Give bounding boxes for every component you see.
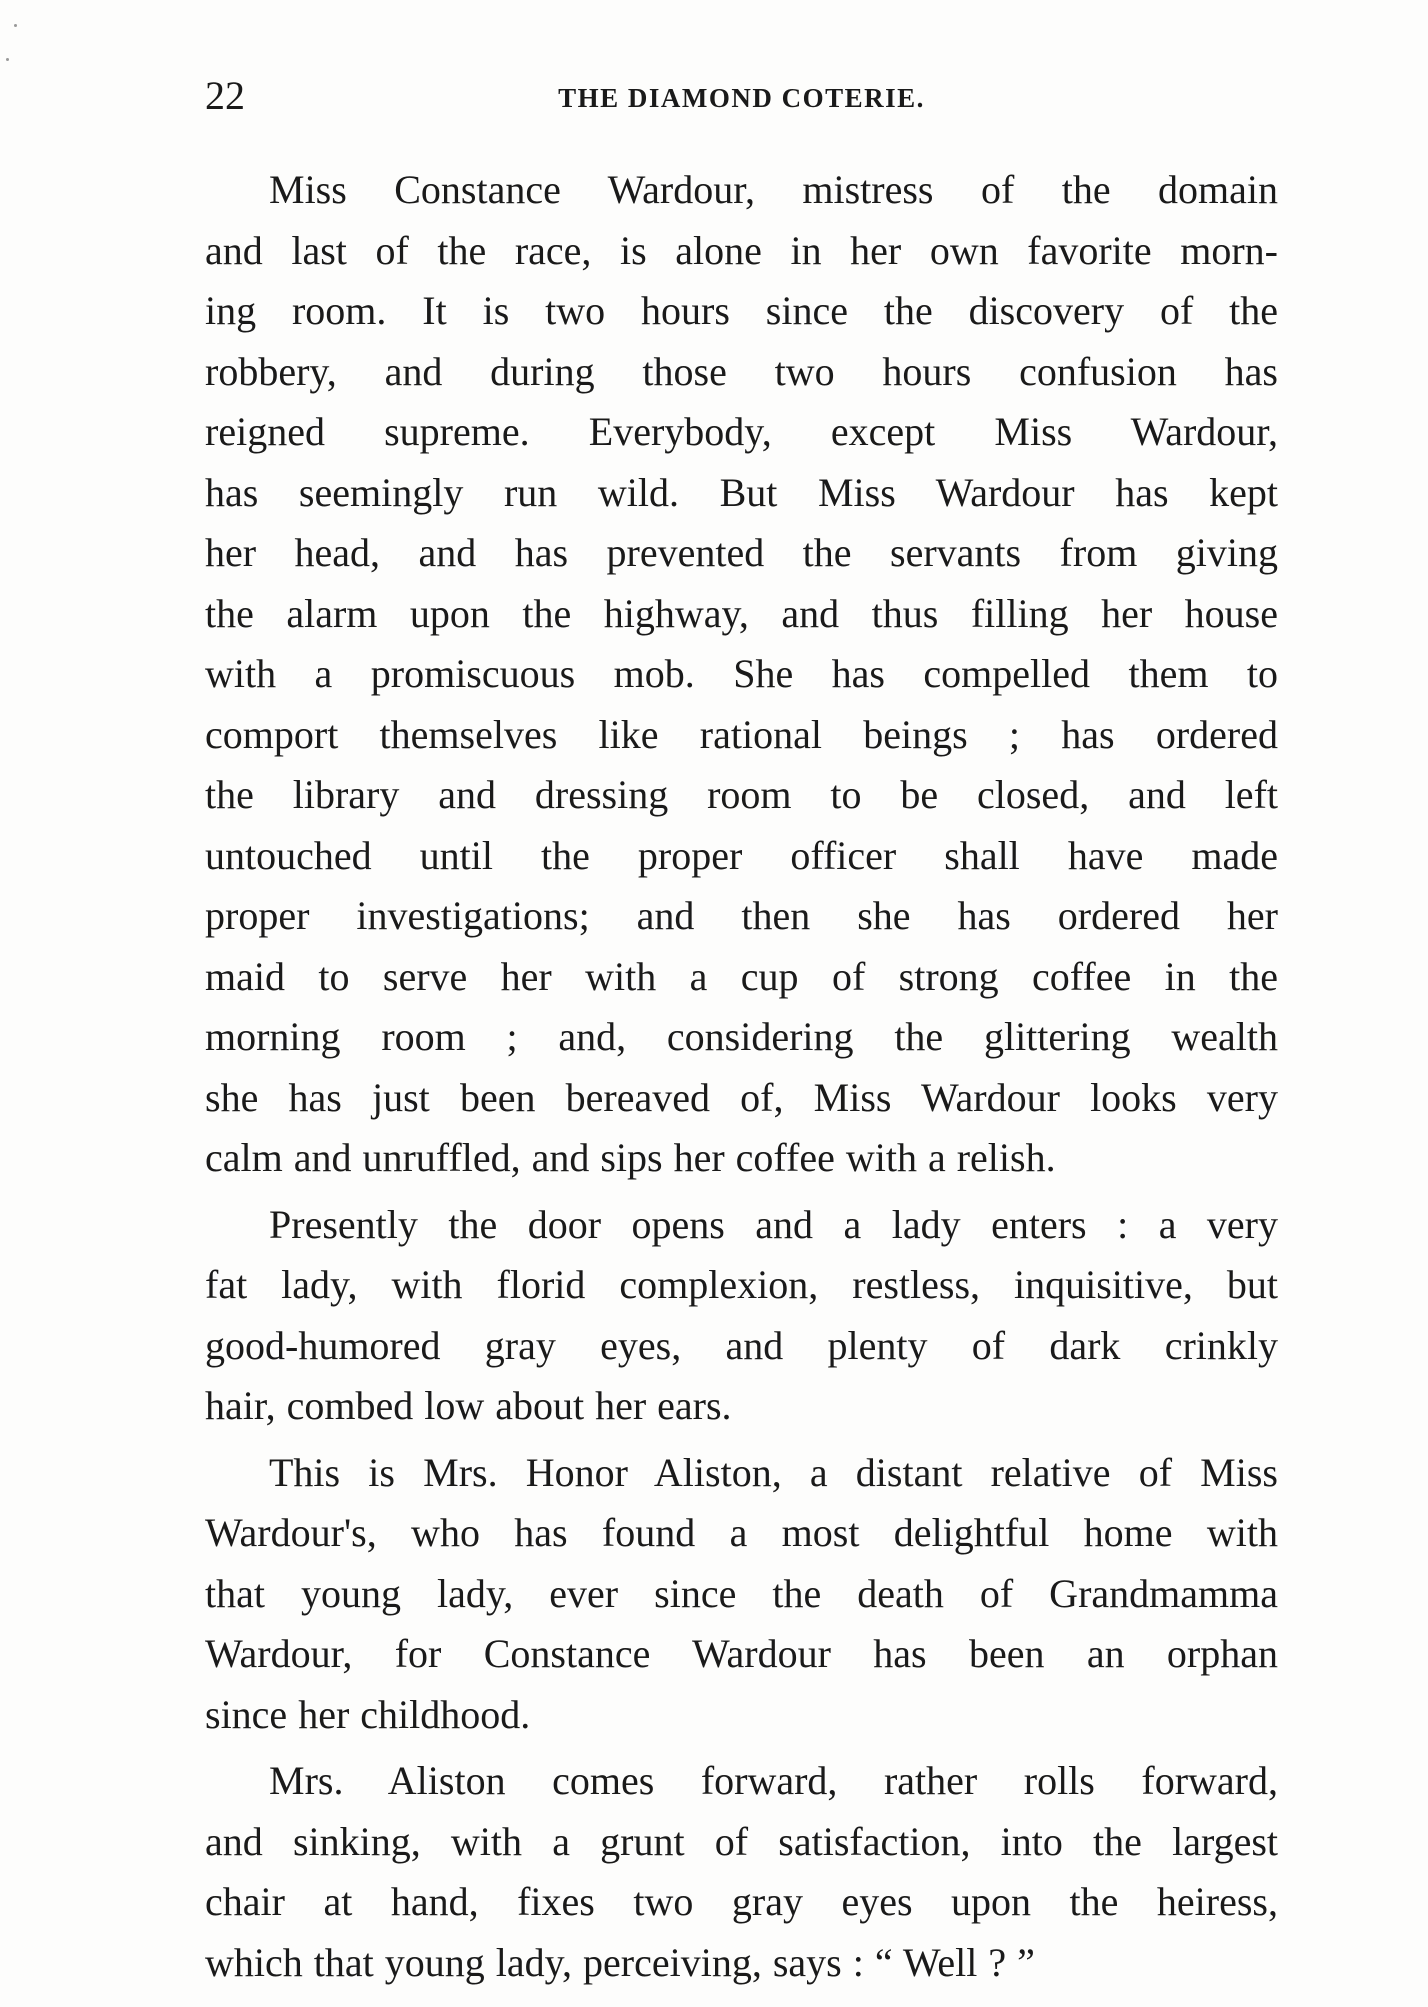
text-line: morning room ; and, considering the glittering wealth <box>205 1014 1278 1059</box>
text-line: and last of the race, is alone in her own favorite morn- <box>205 227 1278 273</box>
paragraph-3 <box>205 1443 1278 1746</box>
scan-speck <box>14 24 17 27</box>
text-line: maid to serve her with a cup of strong coffee in the <box>205 953 1278 999</box>
text-line: comport themselves like rational beings ; has ordered <box>205 711 1278 757</box>
text-line: she has just been bereaved of, Miss Wardour looks very <box>205 1074 1278 1120</box>
text-line: with a promiscuous mob. She has compelled them to <box>205 651 1278 696</box>
text-line: Presently the door opens and a lady enters : a very <box>269 1201 1278 1247</box>
text-line: Miss Constance Wardour, mistress of the domain <box>269 167 1278 212</box>
text-line: which that young lady, perceiving, says : “ Well ? ” <box>205 1939 1035 1985</box>
text-line: This is Mrs. Honor Aliston, a distant relative of Miss <box>269 1449 1278 1495</box>
text-line: fat lady, with florid complexion, restless, inquisitive, but <box>205 1262 1278 1307</box>
text-line: the alarm upon the highway, and thus filling her house <box>205 590 1278 636</box>
text-line: reigned supreme. Everybody, except Miss Wardour, <box>205 409 1278 454</box>
text-line: untouched until the proper officer shall have made <box>205 832 1278 878</box>
text-line: good-humored gray eyes, and plenty of dark crinkly <box>205 1322 1278 1368</box>
body-text <box>205 160 1278 1999</box>
text-line: that young lady, ever since the death of Grandmamma <box>205 1570 1278 1616</box>
text-line: since her childhood. <box>205 1691 531 1737</box>
scan-speck <box>6 58 9 61</box>
text-line: the library and dressing room to be closed, and left <box>205 772 1278 817</box>
paragraph-2 <box>205 1195 1278 1437</box>
text-line: robbery, and during those two hours confusion has <box>205 348 1278 394</box>
text-line: her head, and has prevented the servants from giving <box>205 530 1278 575</box>
paragraph-1 <box>205 160 1278 1189</box>
running-title: THE DIAMOND COTERIE. <box>558 83 925 113</box>
text-line: Wardour's, who has found a most delightful home with <box>205 1510 1278 1555</box>
text-line: Mrs. Aliston comes forward, rather rolls forward, <box>269 1758 1278 1803</box>
text-line: calm and unruffled, and sips her coffee with a relish. <box>205 1135 1056 1180</box>
page-number: 22 <box>205 73 245 118</box>
paragraph-4 <box>205 1751 1278 1993</box>
text-line: hair, combed low about her ears. <box>205 1383 732 1428</box>
text-line: Wardour, for Constance Wardour has been an orphan <box>205 1631 1278 1676</box>
text-line: has seemingly run wild. But Miss Wardour has kept <box>205 469 1278 515</box>
text-line: proper investigations; and then she has ordered her <box>205 893 1278 938</box>
text-line: chair at hand, fixes two gray eyes upon the heiress, <box>205 1879 1278 1924</box>
text-line: and sinking, with a grunt of satisfaction, into the largest <box>205 1818 1278 1864</box>
text-line: ing room. It is two hours since the discovery of the <box>205 288 1278 333</box>
page-header <box>205 66 1278 126</box>
